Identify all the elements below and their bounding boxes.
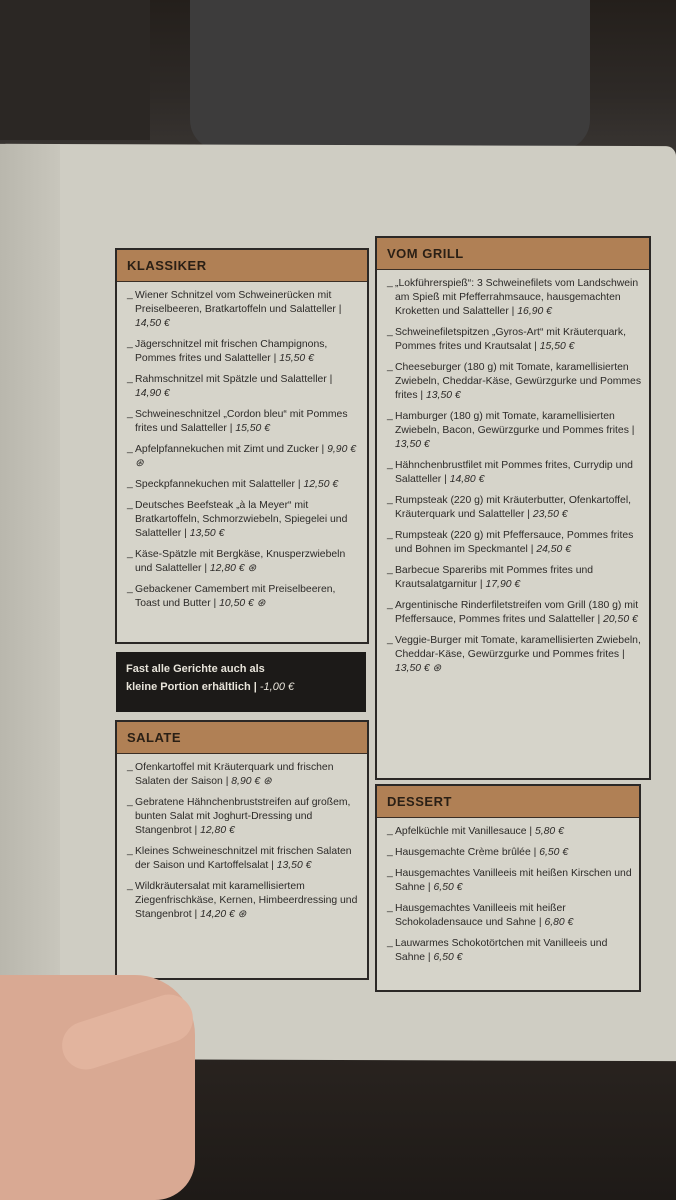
- menu-item: [377, 459, 649, 487]
- menu-item: [377, 361, 649, 403]
- item-price: 12,50 €: [303, 479, 339, 490]
- item-price: 13,50 €: [189, 528, 225, 539]
- item-price: 14,20 € ⊛: [200, 909, 247, 920]
- item-price: 6,50 €: [539, 847, 569, 858]
- item-text: Rahmschnitzel mit Spätzle und Salatteller |: [135, 374, 333, 385]
- grill-list: [377, 277, 649, 676]
- menu-item: [377, 937, 639, 965]
- item-price: 6,50 €: [433, 952, 463, 963]
- item-text: Hamburger (180 g) mit Tomate, karamellisierten Zwiebeln, Bacon, Gewürzgurke und Pommes frites |: [395, 411, 635, 436]
- salate-title: SALATE: [117, 722, 367, 754]
- dessert-title: DESSERT: [377, 786, 639, 818]
- item-price: 5,80 €: [534, 826, 564, 837]
- notice-line2: [126, 678, 356, 696]
- item-price: 8,90 € ⊛: [231, 776, 272, 787]
- menu-item: [117, 796, 367, 838]
- menu-item: [117, 373, 367, 401]
- item-text: Hausgemachte Crème brûlée |: [395, 847, 540, 858]
- item-text: Rumpsteak (220 g) mit Kräuterbutter, Ofenkartoffel, Kräuterquark und Salatteller |: [395, 495, 632, 520]
- item-text: Kleines Schweineschnitzel mit frischen Salaten der Saison und Kartoffelsalat |: [135, 846, 352, 871]
- notice-text: kleine Portion erhältlich |: [126, 681, 260, 693]
- menu-item: [377, 277, 649, 319]
- menu-item: [117, 443, 367, 471]
- menu-item: [117, 761, 367, 789]
- item-text: Barbecue Spareribs mit Pommes frites und Krautsalatgarnitur |: [395, 565, 594, 590]
- item-text: „Lokführerspieß“: 3 Schweinefilets vom Landschwein am Spieß mit Pfefferrahmsauce, hausgemachten Kroketten und Salatteller |: [395, 278, 639, 317]
- item-text: Hähnchenbrustfilet mit Pommes frites, Currydip und Salatteller |: [395, 460, 633, 485]
- menu-item: [377, 867, 639, 895]
- menu-item: [377, 529, 649, 557]
- item-text: Wiener Schnitzel vom Schweinerücken mit Preiselbeeren, Bratkartoffeln und Salatteller |: [135, 290, 342, 315]
- menu-item: [117, 845, 367, 873]
- item-text: Apfelküchle mit Vanillesauce |: [395, 826, 535, 837]
- menu-item: [377, 825, 639, 839]
- item-price: 13,50 €: [426, 390, 461, 401]
- item-price: 6,50 €: [433, 882, 463, 893]
- item-text: Jägerschnitzel mit frischen Champignons, Pommes frites und Salatteller |: [135, 339, 328, 364]
- item-text: Deutsches Beefsteak „à la Meyer“ mit Bratkartoffeln, Schmorzwiebeln, Spiegelei und Salatteller |: [135, 500, 348, 539]
- item-price: 15,50 €: [539, 341, 575, 352]
- item-text: Schweineschnitzel „Cordon bleu“ mit Pommes frites und Salatteller |: [135, 409, 348, 434]
- item-price: 17,90 €: [485, 579, 521, 590]
- item-text: Käse-Spätzle mit Bergkäse, Knusperzwiebeln und Salatteller |: [135, 549, 346, 574]
- item-text: Hausgemachtes Vanilleeis mit heißen Kirschen und Sahne |: [395, 868, 632, 893]
- menu-item: [117, 583, 367, 611]
- salate-list: [117, 761, 367, 922]
- item-text: Schweinefiletspitzen „Gyros-Art“ mit Kräuterquark, Pommes frites und Krautsalat |: [395, 327, 626, 352]
- menu-item: [117, 478, 367, 492]
- item-price: 12,80 € ⊛: [209, 563, 257, 574]
- item-text: Lauwarmes Schokotörtchen mit Vanilleeis und Sahne |: [395, 938, 608, 963]
- item-price: 15,50 €: [235, 423, 270, 434]
- item-text: Veggie-Burger mit Tomate, karamellisierten Zwiebeln, Cheddar-Käse, Gewürzgurke und Pommes frites |: [395, 635, 641, 660]
- item-price: 24,50 €: [536, 544, 571, 555]
- item-text: Speckpfannekuchen mit Salatteller |: [135, 479, 304, 490]
- menu-item: [377, 902, 639, 930]
- item-price: 6,80 €: [544, 917, 574, 928]
- dessert-section: [375, 784, 641, 992]
- item-price: 20,50 €: [603, 614, 638, 625]
- item-text: Wildkräutersalat mit karamellisiertem Ziegenfrischkäse, Kernen, Himbeerdressing und Stangenbrot |: [135, 881, 358, 920]
- item-price: 10,50 € ⊛: [219, 598, 266, 609]
- item-price: 13,50 € ⊛: [395, 663, 442, 674]
- menu-spine: [0, 144, 60, 1059]
- notice-line1: Fast alle Gerichte auch als: [126, 663, 265, 675]
- small-portion-notice: [116, 652, 366, 712]
- menu-item: [377, 494, 649, 522]
- background-person: [190, 0, 590, 150]
- menu-item: [117, 338, 367, 366]
- item-text: Argentinische Rinderfiletstreifen vom Grill (180 g) mit Pfeffersauce, Pommes frites und Salatteller |: [395, 600, 639, 625]
- dessert-list: [377, 825, 639, 965]
- item-text: Rumpsteak (220 g) mit Pfeffersauce, Pommes frites und Bohnen im Speckmantel |: [395, 530, 634, 555]
- klassiker-section: [115, 248, 369, 644]
- menu-item: [117, 880, 367, 922]
- item-text: Gebratene Hähnchenbruststreifen auf großem, bunten Salat mit Joghurt-Dressing und Stangenbrot |: [135, 797, 351, 836]
- item-price: 15,50 €: [279, 353, 314, 364]
- item-price: 23,50 €: [532, 509, 568, 520]
- item-text: Apfelpfannekuchen mit Zimt und Zucker |: [135, 444, 328, 455]
- grill-title: VOM GRILL: [377, 238, 649, 270]
- salate-section: [115, 720, 369, 980]
- item-text: Cheeseburger (180 g) mit Tomate, karamellisierten Zwiebeln, Cheddar-Käse, Gewürzgurke und Pommes frites |: [395, 362, 642, 401]
- menu-item: [377, 326, 649, 354]
- menu-item: [377, 634, 649, 676]
- item-price: 16,90 €: [517, 306, 552, 317]
- menu-item: [377, 564, 649, 592]
- item-price: 12,80 €: [200, 825, 235, 836]
- item-price: 9,90 € ⊛: [135, 444, 357, 469]
- background-person-left: [0, 0, 150, 140]
- item-text: Ofenkartoffel mit Kräuterquark und frischen Salaten der Saison |: [135, 762, 334, 787]
- menu-item: [377, 599, 649, 627]
- klassiker-title: KLASSIKER: [117, 250, 367, 282]
- menu-item: [377, 410, 649, 452]
- item-text: Gebackener Camembert mit Preiselbeeren, Toast und Butter |: [135, 584, 336, 609]
- notice-price: -1,00 €: [259, 681, 295, 693]
- item-price: 14,50 €: [135, 318, 170, 329]
- menu-item: [117, 548, 367, 576]
- menu-item: [377, 846, 639, 860]
- item-text: Hausgemachtes Vanilleeis mit heißer Schokoladensauce und Sahne |: [395, 903, 566, 928]
- menu-item: [117, 499, 367, 541]
- item-price: 14,80 €: [449, 474, 485, 485]
- item-price: 13,50 €: [395, 439, 430, 450]
- item-price: 14,90 €: [135, 388, 170, 399]
- item-price: 13,50 €: [276, 860, 312, 871]
- menu-item: [117, 408, 367, 436]
- menu-item: [117, 289, 367, 331]
- grill-section: [375, 236, 651, 780]
- klassiker-list: [117, 289, 367, 611]
